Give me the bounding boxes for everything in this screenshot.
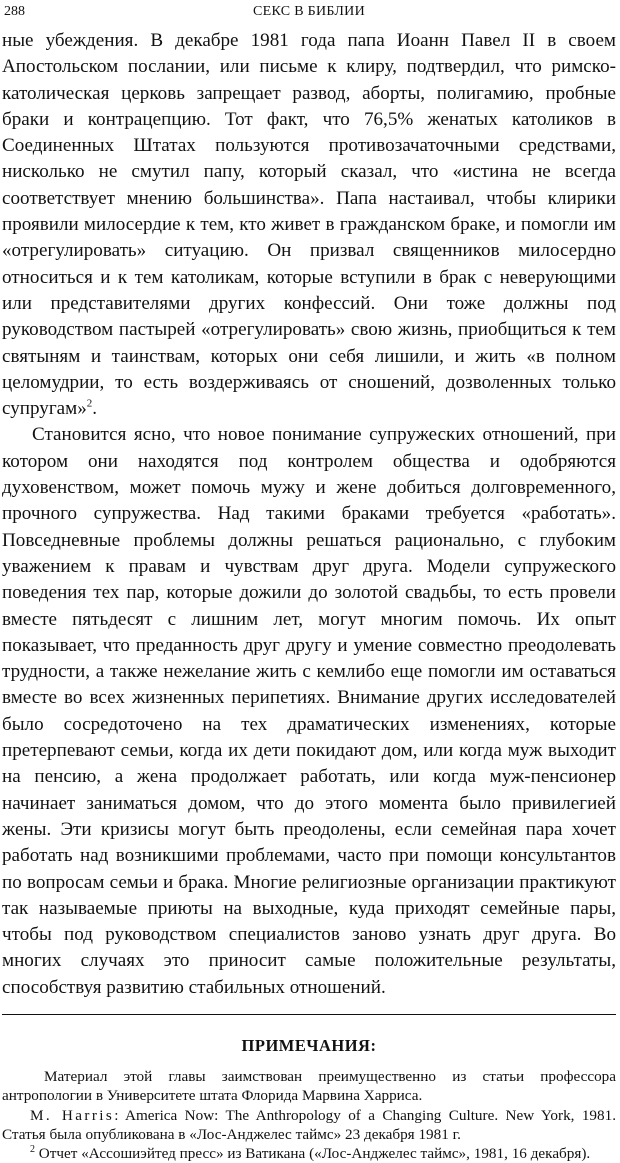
footnote-ref-2: 2 [86, 397, 93, 410]
running-title: СЕКС В БИБЛИИ [252, 4, 365, 19]
note-2-ref: 2 [30, 1144, 35, 1156]
note-2 [2, 1144, 616, 1163]
page-number: 288 [4, 4, 25, 19]
note-2-text: Отчет «Ассошиэйтед пресс» из Ватикана («Лос-Анджелес таймс», 1981, 16 декабря). [35, 1145, 591, 1163]
notes-divider [2, 1014, 616, 1015]
notes-intro: Материал этой главы заимствован преимущественно из статьи профессора антропологии в Университете штата Флорида Марвина Харриса. [2, 1067, 616, 1105]
paragraph-2: Становится ясно, что новое понимание супружеских отношений, при котором они находятся под контролем общества и одобряются духовенством, может помочь мужу и жене добиться долговременного, прочного супружества. Над такими браками требуется «работать». Повседневные проблемы должны решаться рационально, с глубоким уважением к правам и чувствам друг друга. Модели супружеского поведения тех пар, которые дожили до золотой свадьбы, то есть провели вместе пятьдесят с лишним лет, могут многим помочь. Их опыт показывает, что преданность друг другу и умение совместно преодолевать трудности, а также нежелание жить с кемлибо еще помогли им оставаться вместе во всех жизненных перипетиях. Внимание других исследователей было сосредоточено на тех драматических изменениях, которые претерпевают семьи, когда их дети покидают дом, или когда муж выходит на пенсию, а жена продолжает работать, или когда муж-пенсионер начинает заниматься домом, что до этого момента было привилегией жены. Эти кризисы могут быть преодолены, если семейная пара хочет работать над возникшими проблемами, часто при помощи консультантов по вопросам семьи и брака. Многие религиозные организации практикуют так называемые приюты на выходные, куда приходят семейные пары, чтобы под руководством специалистов заново узнать друг друга. Во многих случаях это приносит самые положительные результаты, способствуя развитию стабильных отношений. [2, 424, 616, 998]
notes-heading: ПРИМЕЧАНИЯ: [241, 1035, 377, 1055]
notes-section [2, 1067, 616, 1163]
note-1-author: M. Harris [30, 1106, 115, 1124]
paragraph-1 [2, 28, 616, 422]
paragraph-1-text: ные убеждения. В декабре 1981 года папа Иоанн Павел II в своем Апостольском послании, или письме к клиру, подтвердил, что римско-католическая церковь запрещает развод, аборты, полигамию, пробные браки и контрацепцию. Тот факт, что 76,5% женатых католиков в Соединенных Штатах пользуются противозачаточными средствами, нисколько не смутил папу, который сказал, что «истина не всегда соответствует мнению большинства». Папа настаивал, чтобы клирики проявили милосердие к тем, кто живет в гражданском браке, и помогли им «отрегулировать» ситуацию. Он призвал священников милосердно относиться и к тем католикам, которые вступили в брак с неверующими или представителями других конфессий. Они тоже должны под руководством пастырей «отрегулировать» свою жизнь, приобщиться к тем святыням и таинствам, которых они себя лишили, и жить «в полном целомудрии, то есть воздерживаясь от сношений, дозволенных только супругам» [2, 30, 616, 420]
running-head [2, 0, 616, 24]
main-text [2, 28, 616, 1001]
note-1 [2, 1106, 616, 1145]
paragraph-1-end: . [92, 398, 98, 420]
note-1-text: : America Now: The Anthropology of a Changing Culture. New York, 1981. Статья была опубликована в «Лос-Анджелес таймс» 23 декабря 1981 г. [2, 1106, 617, 1143]
